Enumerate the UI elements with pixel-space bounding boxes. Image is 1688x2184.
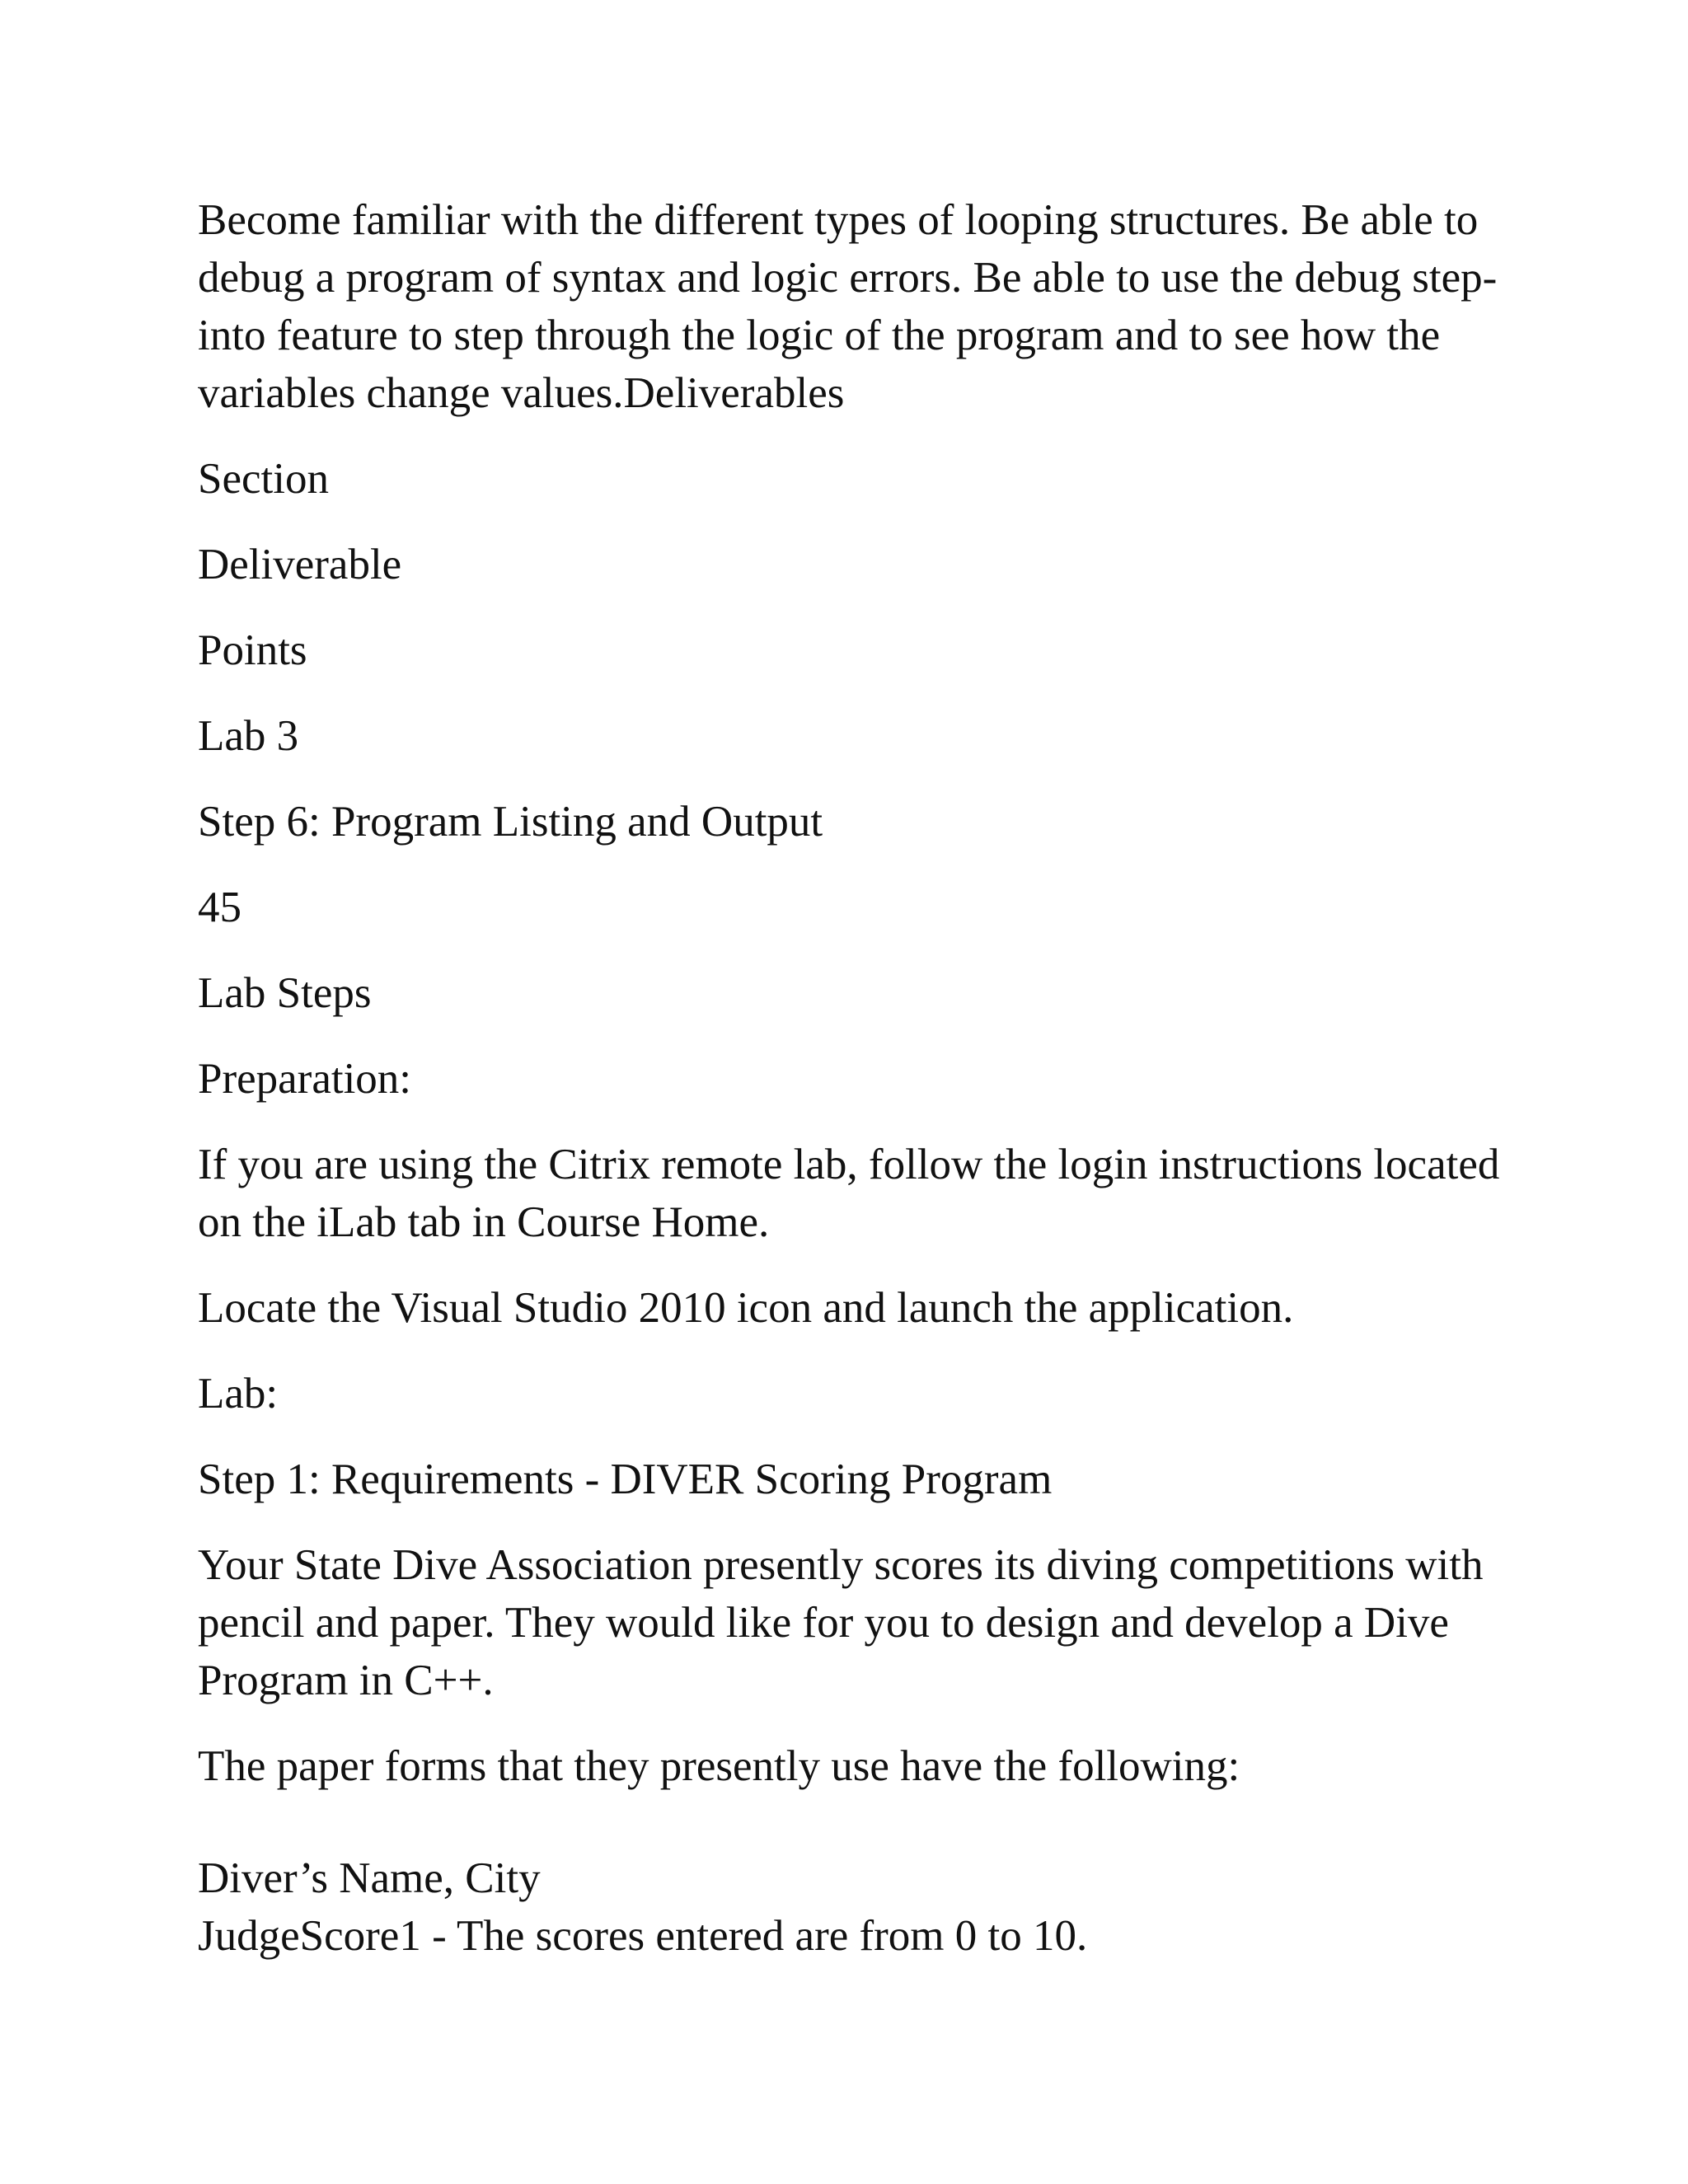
table-cell-deliverable: Step 6: Program Listing and Output	[198, 798, 823, 846]
lab-steps-heading: Lab Steps	[198, 969, 372, 1017]
table-header-section: Section	[198, 455, 329, 503]
table-header-deliverable: Deliverable	[198, 541, 402, 588]
intro-paragraph: Become familiar with the different types of looping structures. Be able to debug a program of syntax and logic errors. Be able to use the debug step-into feature to step through the logic of the program and to see how the variables change values.Deliverables	[198, 196, 1498, 417]
preparation-heading: Preparation:	[198, 1055, 412, 1103]
form-field-name: Diver’s Name, City	[198, 1854, 541, 1902]
step1-heading: Step 1: Requirements - DIVER Scoring Program	[198, 1455, 1053, 1503]
document-body	[198, 191, 1500, 1965]
launch-instruction: Locate the Visual Studio 2010 icon and launch the application.	[198, 1284, 1294, 1332]
forms-intro: The paper forms that they presently use have the following:	[198, 1742, 1240, 1790]
form-field-score: JudgeScore1 - The scores entered are from 0 to 10.	[198, 1912, 1088, 1960]
citrix-instruction: If you are using the Citrix remote lab, follow the login instructions located on the iLab tab in Course Home.	[198, 1141, 1500, 1246]
table-cell-section: Lab 3	[198, 712, 299, 760]
lab-heading: Lab:	[198, 1370, 279, 1418]
step1-description: Your State Dive Association presently scores its diving competitions with pencil and paper. They would like for you to design and develop a Dive Program in C++.	[198, 1541, 1484, 1704]
table-header-points: Points	[198, 626, 307, 674]
table-cell-points: 45	[198, 883, 241, 931]
